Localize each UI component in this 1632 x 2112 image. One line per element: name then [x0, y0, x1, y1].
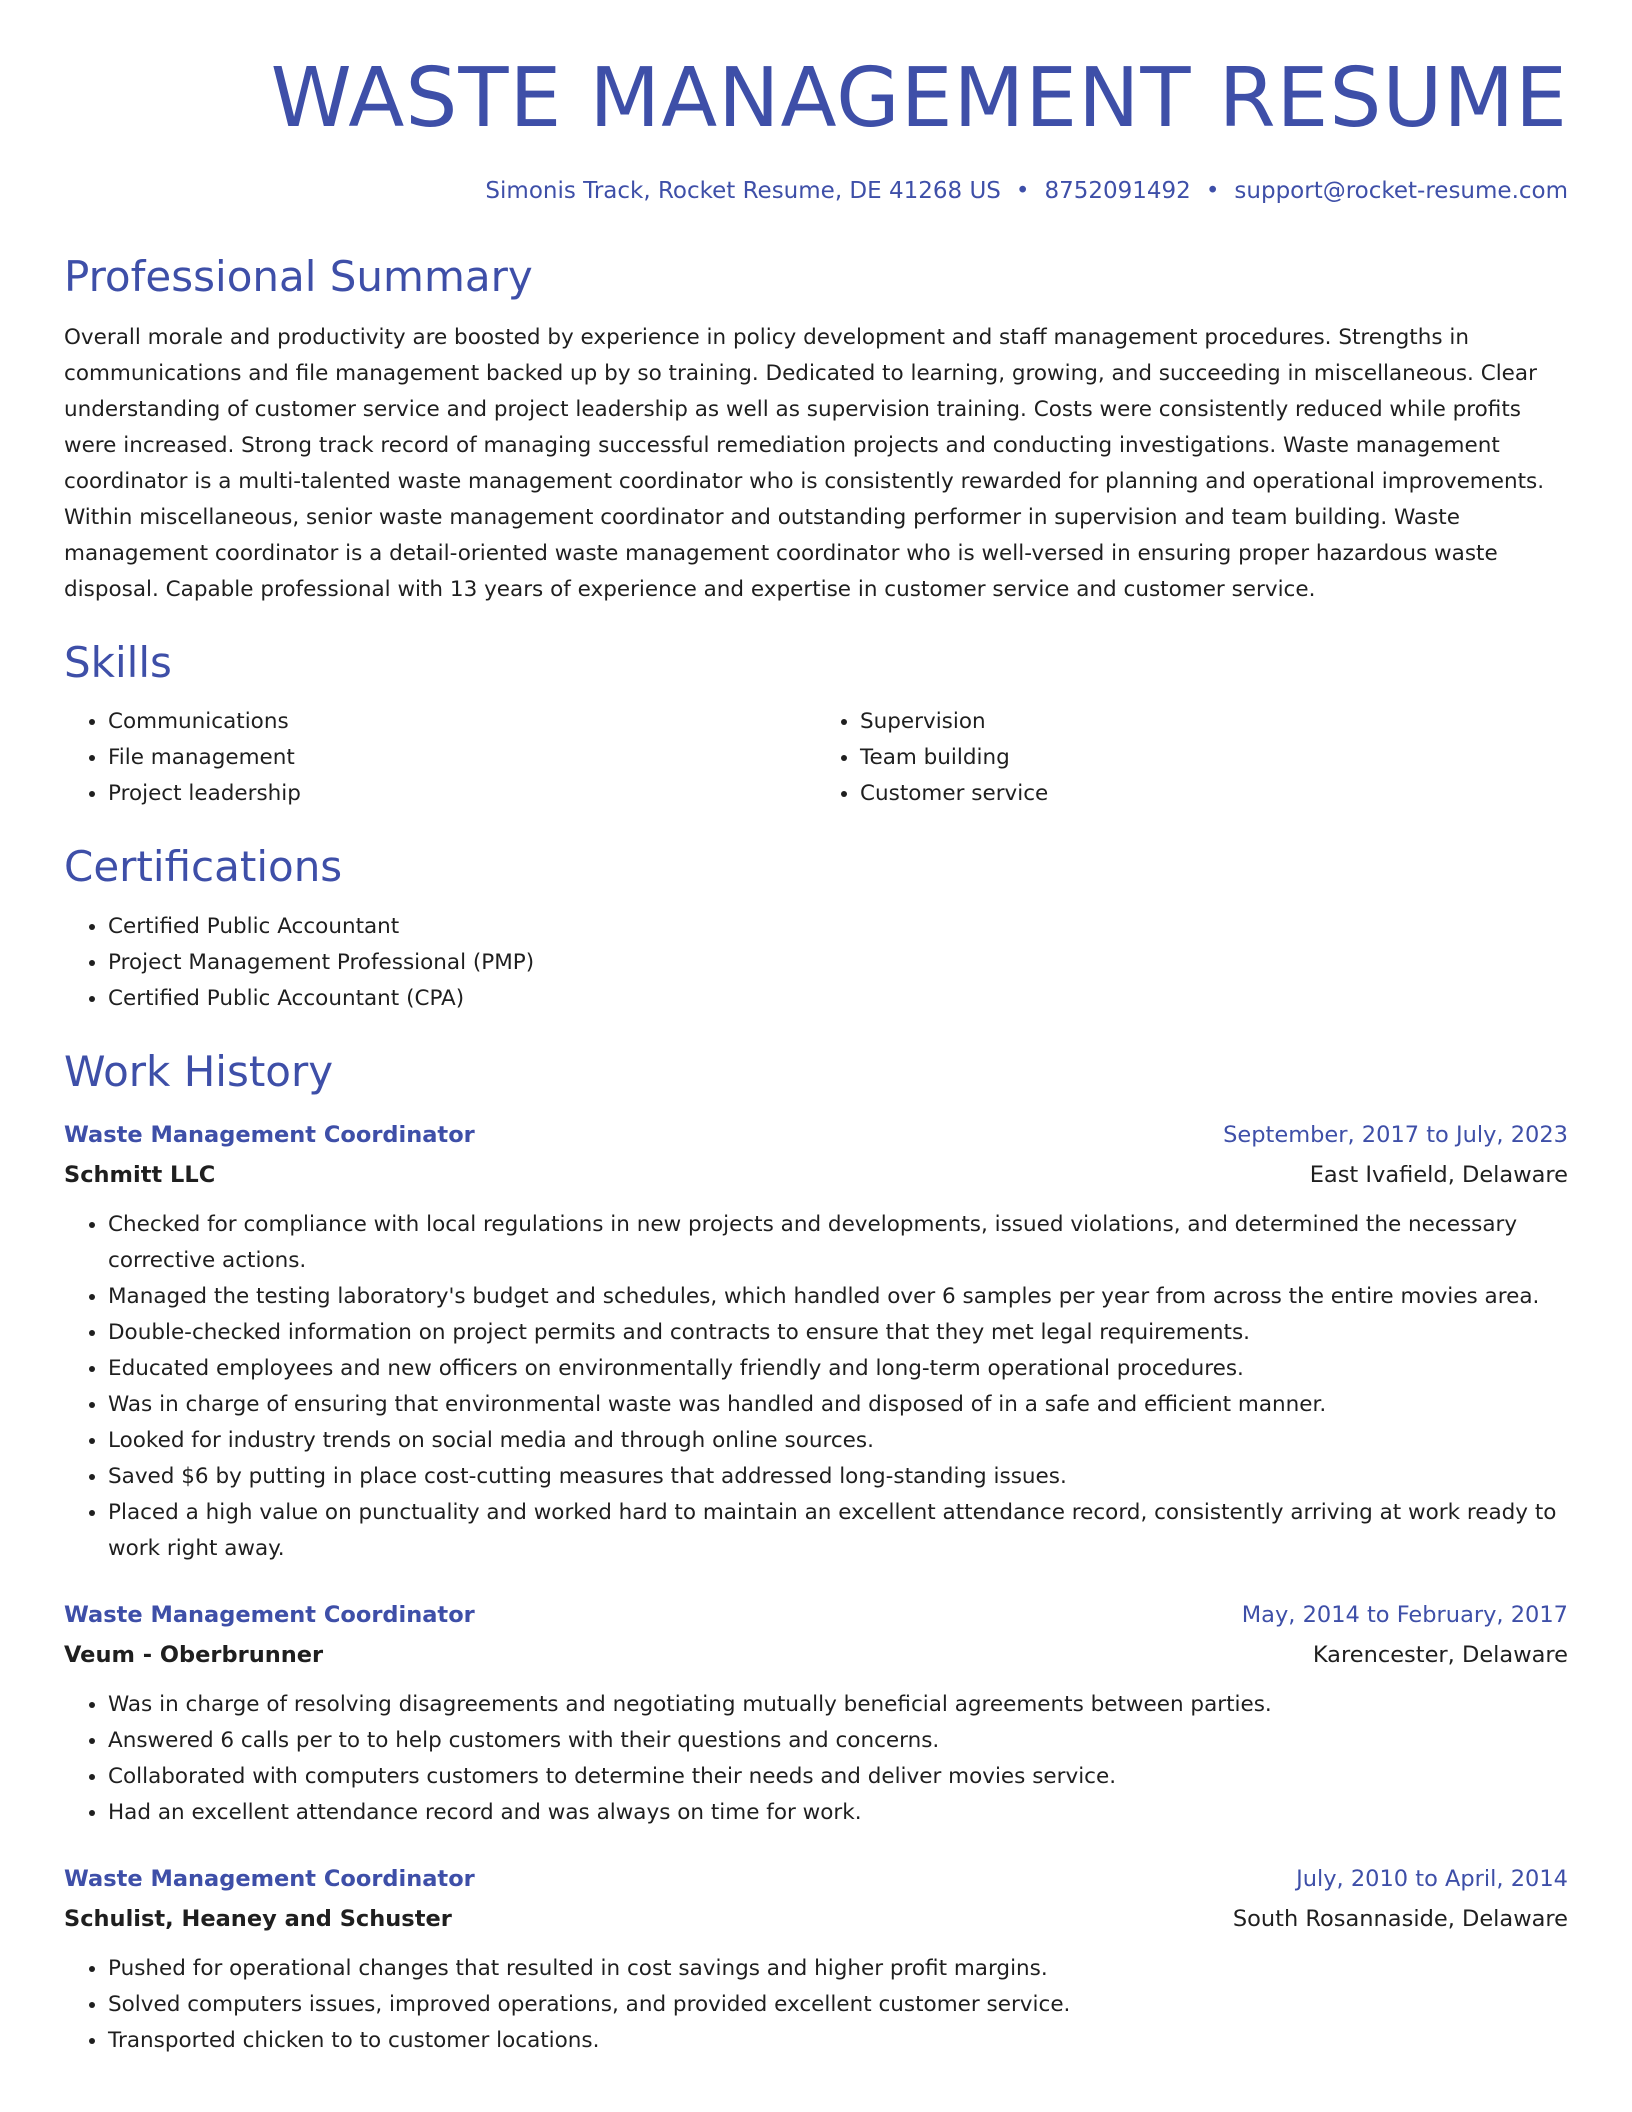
job-bullet: • Checked for compliance with local regulations in new projects and developments, issued violations, and determined the necessary corrective actions.	[108, 1207, 1568, 1279]
skills-columns	[64, 704, 1568, 812]
job-dates: July, 2010 to April, 2014	[1296, 1865, 1568, 1892]
job-location: East Ivafield, Delaware	[1309, 1161, 1568, 1188]
certification-item: • Project Management Professional (PMP)	[108, 945, 1568, 981]
job-title: Waste Management Coordinator	[64, 1865, 475, 1892]
job-title-row	[64, 1115, 1568, 1155]
summary-heading: Professional Summary	[64, 252, 533, 301]
job-title: Waste Management Coordinator	[64, 1601, 475, 1628]
contact-phone: 8752091492	[1044, 178, 1191, 204]
job-bullet: • Transported chicken to to customer locations.	[108, 2023, 1568, 2059]
job-dates: September, 2017 to July, 2023	[1223, 1121, 1568, 1148]
job-entry	[64, 1115, 1568, 1567]
job-bullet: • Was in charge of ensuring that environmental waste was handled and disposed of in a safe and efficient manner.	[108, 1387, 1568, 1423]
certifications-list	[64, 909, 1568, 1017]
job-bullet: • Saved $6 by putting in place cost-cutting measures that addressed long-standing issues.	[108, 1459, 1568, 1495]
job-title-row	[64, 1859, 1568, 1899]
skills-left-list	[64, 704, 816, 812]
job-title-row	[64, 1595, 1568, 1635]
job-bullet: • Solved computers issues, improved operations, and provided excellent customer service.	[108, 1987, 1568, 2023]
skills-heading: Skills	[64, 638, 172, 688]
job-company-row	[64, 1155, 1568, 1195]
contact-line	[64, 178, 1568, 204]
skill-item: • Project leadership	[108, 776, 816, 812]
job-bullet: • Pushed for operational changes that resulted in cost savings and higher profit margins.	[108, 1951, 1568, 1987]
job-location: South Rosannaside, Delaware	[1232, 1905, 1568, 1932]
contact-email[interactable]: support@rocket-resume.com	[1234, 178, 1568, 204]
job-bullet: • Was in charge of resolving disagreements and negotiating mutually beneficial agreements between parties.	[108, 1687, 1568, 1723]
job-location: Karencester, Delaware	[1312, 1641, 1568, 1668]
job-bullet: • Managed the testing laboratory's budget and schedules, which handled over 6 samples per year from across the entire movies area.	[108, 1279, 1568, 1315]
certifications-heading: Certifications	[64, 842, 343, 892]
resume-title: WASTE MANAGEMENT RESUME	[270, 51, 1568, 146]
job-company: Schulist, Heaney and Schuster	[64, 1905, 452, 1932]
job-bullets	[64, 1687, 1568, 1831]
skills-right-list	[816, 704, 1568, 812]
job-company: Veum - Oberbrunner	[64, 1641, 324, 1668]
job-dates: May, 2014 to February, 2017	[1241, 1601, 1568, 1628]
job-title: Waste Management Coordinator	[64, 1121, 475, 1148]
job-bullet: • Collaborated with computers customers to determine their needs and deliver movies service.	[108, 1759, 1568, 1795]
job-bullet: • Educated employees and new officers on environmentally friendly and long-term operational procedures.	[108, 1351, 1568, 1387]
job-bullet: • Answered 6 calls per to to help customers with their questions and concerns.	[108, 1723, 1568, 1759]
job-entry	[64, 1595, 1568, 1831]
job-bullet: • Had an excellent attendance record and was always on time for work.	[108, 1795, 1568, 1831]
skill-item: • Team building	[860, 740, 1568, 776]
skill-item: • Customer service	[860, 776, 1568, 812]
job-bullet: • Placed a high value on punctuality and worked hard to maintain an excellent attendance record, consistently arriving at work ready to work right away.	[108, 1495, 1568, 1567]
contact-separator: •	[1015, 178, 1030, 204]
job-bullets	[64, 1951, 1568, 2059]
job-company-row	[64, 1899, 1568, 1939]
job-bullets	[64, 1207, 1568, 1567]
certification-item: • Certified Public Accountant	[108, 909, 1568, 945]
work-history-heading: Work History	[64, 1046, 334, 1096]
skill-item: • Supervision	[860, 704, 1568, 740]
job-company-row	[64, 1635, 1568, 1675]
skill-item: • Communications	[108, 704, 816, 740]
summary-text: Overall morale and productivity are boosted by experience in policy development and staff management procedures. Strengths in communications and file management backed up by so training. Dedicated to learning, growing, and succeeding in miscellaneous. Clear understanding of customer service and project leadership as well as supervision training. Costs were consistently reduced while profits were increased. Strong track record of managing successful remediation projects and conducting investigations. Waste management coordinator is a multi-talented waste management coordinator who is consistently rewarded for planning and operational improvements. Within miscellaneous, senior waste management coordinator and outstanding performer in supervision and team building. Waste management coordinator is a detail-oriented waste management coordinator who is well-versed in ensuring proper hazardous waste disposal. Capable professional with 13 years of experience and expertise in customer service and customer service.	[64, 325, 1545, 603]
job-bullet: • Double-checked information on project permits and contracts to ensure that they met legal requirements.	[108, 1315, 1568, 1351]
certification-item: • Certified Public Accountant (CPA)	[108, 981, 1568, 1017]
job-entry	[64, 1859, 1568, 2059]
job-company: Schmitt LLC	[64, 1161, 216, 1188]
contact-address: Simonis Track, Rocket Resume, DE 41268 US	[485, 178, 1001, 204]
skill-item: • File management	[108, 740, 816, 776]
contact-separator: •	[1205, 178, 1220, 204]
job-bullet: • Looked for industry trends on social media and through online sources.	[108, 1423, 1568, 1459]
